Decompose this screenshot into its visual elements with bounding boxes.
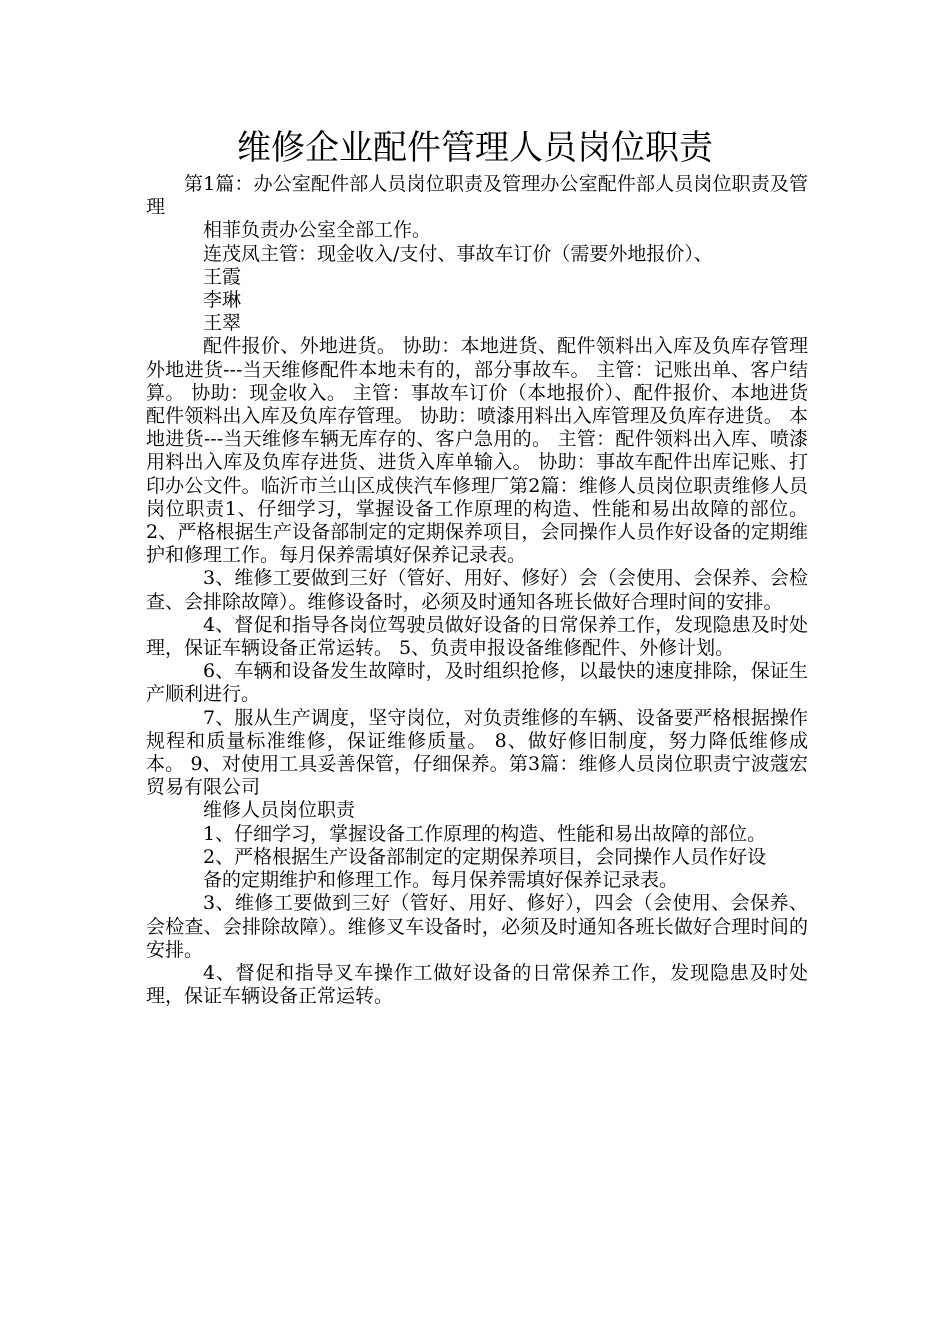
- paragraph: 相菲负责办公室全部工作。: [203, 219, 432, 242]
- document-body: [146, 173, 808, 1008]
- paragraph: 王霞: [203, 265, 242, 288]
- paragraph: 第1篇：办公室配件部人员岗位职责及管理办公室配件部人员岗位职责及管理: [146, 173, 808, 219]
- paragraph: 李琳: [203, 289, 242, 312]
- paragraph: 7、服从生产调度，坚守岗位，对负责维修的车辆、设备要严格根据操作规程和质量标准维修，保证维修质量。 8、做好修旧制度，努力降低维修成本。 9、对使用工具妥善保管，仔细保养。第3篇：维修人员岗位职责宁波蔻宏贸易有限公司: [146, 706, 808, 799]
- paragraph: 4、督促和指导叉车操作工做好设备的日常保养工作，发现隐患及时处理，保证车辆设备正常运转。: [146, 961, 808, 1008]
- paragraph: 备的定期维护和修理工作。每月保养需填好保养记录表。: [203, 869, 679, 892]
- paragraph: 2、严格根据生产设备部制定的定期保养项目，会同操作人员作好设: [203, 845, 767, 868]
- paragraph: 维修人员岗位职责: [203, 799, 356, 822]
- paragraph: 连茂凤主管：现金收入/支付、事故车订价（需要外地报价）、: [203, 242, 713, 265]
- paragraph: 3、维修工要做到三好（管好、用好、修好）会（会使用、会保养、会检查、会排除故障）。维修设备时，必须及时通知各班长做好合理时间的安排。: [146, 567, 808, 613]
- document-title: 维修企业配件管理人员岗位职责: [237, 128, 713, 168]
- paragraph: 4、督促和指导各岗位驾驶员做好设备的日常保养工作，发现隐患及时处理，保证车辆设备正常运转。 5、负责申报设备维修配件、外修计划。: [146, 613, 808, 660]
- paragraph: 1、仔细学习，掌握设备工作原理的构造、性能和易出故障的部位。: [203, 822, 767, 845]
- paragraph: 6、车辆和设备发生故障时，及时组织抢修，以最快的速度排除，保证生产顺利进行。: [146, 660, 808, 706]
- paragraph: 王翠: [203, 312, 242, 335]
- paragraph: 配件报价、外地进货。 协助：本地进货、配件领料出入库及负库存管理 外地进货---当天维修配件本地未有的，部分事故车。 主管：记账出单、客户结算。 协助：现金收入。 主管：事故车订价（本地报价）、配件报价、本地进货 配件领料出入库及负库存管理。 协助：喷漆用料出入库管理及负库存进货。 本地进货---当天维修车辆无库存的、客户急用的。 主管：配件领料出入库、喷漆用料出入库及负库存进货、进货入库单输入。 协助：事故车配件出库记账、打印办公文件。临沂市兰山区成侠汽车修理厂第2篇：维修人员岗位职责维修人员岗位职责1、仔细学习，掌握设备工作原理的构造、性能和易出故障的部位。 2、严格根据生产设备部制定的定期保养项目，会同操作人员作好设备的定期维护和修理工作。每月保养需填好保养记录表。: [146, 335, 808, 567]
- paragraph: 3、维修工要做到三好（管好、用好、修好），四会（会使用、会保养、会检查、会排除故障）。维修叉车设备时，必须及时通知各班长做好合理时间的安排。: [146, 892, 808, 961]
